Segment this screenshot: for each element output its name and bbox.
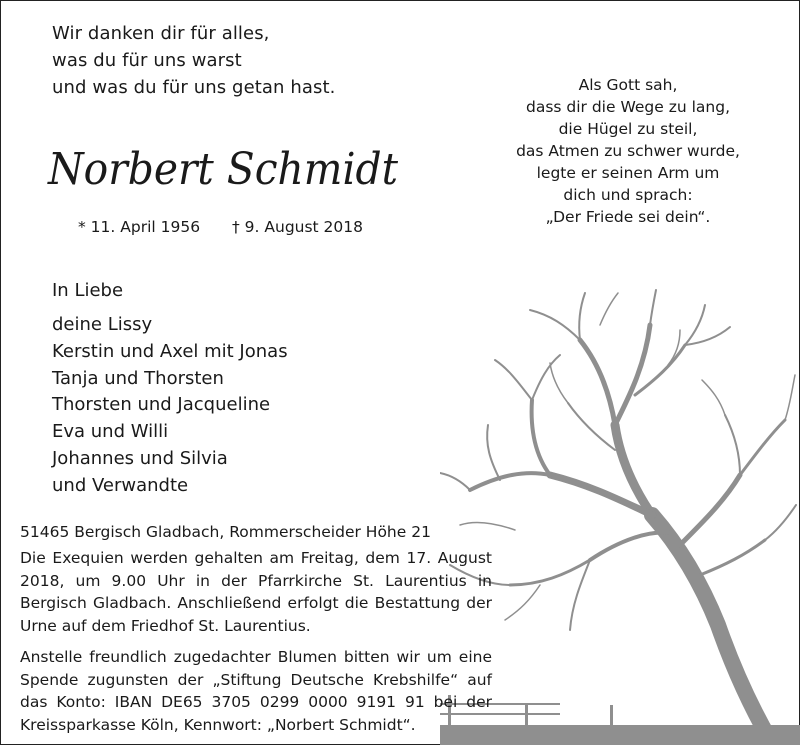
service-notice: Die Exequien werden gehalten am Freitag, dem 17. August 2018, um 9.00 Uhr in der Pfarrkirche St. Laurentius in Bergisch Gladbach. Anschließend erfolgt die Bestattung der Urne auf dem Friedhof St. Laurentius. xyxy=(20,549,492,635)
name-signature xyxy=(44,130,404,200)
mourner-name: Eva und Willi xyxy=(52,421,169,443)
mourner-name: Thorsten und Jacqueline xyxy=(52,394,271,416)
motto-line: Wir danken dir für alles, xyxy=(52,23,270,44)
mourner-name: Johannes und Silvia xyxy=(52,447,228,469)
poem-line: „Der Friede sei dein“. xyxy=(545,208,711,226)
address: 51465 Bergisch Gladbach, Rommerscheider Höhe 21 xyxy=(20,523,431,541)
death-date: † 9. August 2018 xyxy=(232,218,364,236)
mourner-name: deine Lissy xyxy=(52,314,153,335)
motto-line: was du für uns warst xyxy=(52,50,242,71)
poem-line: dass dir die Wege zu lang, xyxy=(525,98,730,116)
poem xyxy=(472,74,784,228)
poem-line: Als Gott sah, xyxy=(578,76,678,94)
mourner-name: und Verwandte xyxy=(52,474,189,496)
tree-illustration xyxy=(440,285,800,745)
mourner-name: Kerstin und Axel mit Jonas xyxy=(52,340,288,362)
poem-line: dich und sprach: xyxy=(563,186,693,204)
poem-line: legte er seinen Arm um xyxy=(536,164,720,182)
motto xyxy=(52,20,335,101)
mourners-list xyxy=(52,312,288,500)
donation-notice: Anstelle freundlich zugedachter Blumen bitten wir um eine Spende zugunsten der „Stiftung Deutsche Krebshilfe“ auf das Konto: IBAN DE65 3705 0299 0000 9191 91 bei der Kreissparkasse Köln, Kennwort: „Norbert Schmidt“. xyxy=(20,648,492,734)
mourner-name: Tanja und Thorsten xyxy=(52,367,224,389)
poem-line: die Hügel zu steil, xyxy=(558,120,698,138)
mourners-intro: In Liebe xyxy=(52,280,124,301)
motto-line: und was du für uns getan hast. xyxy=(52,77,336,98)
birth-date: * 11. April 1956 xyxy=(78,218,201,236)
name-signature-text: Norbert Schmidt xyxy=(47,144,399,195)
poem-line: das Atmen zu schwer wurde, xyxy=(516,142,740,160)
